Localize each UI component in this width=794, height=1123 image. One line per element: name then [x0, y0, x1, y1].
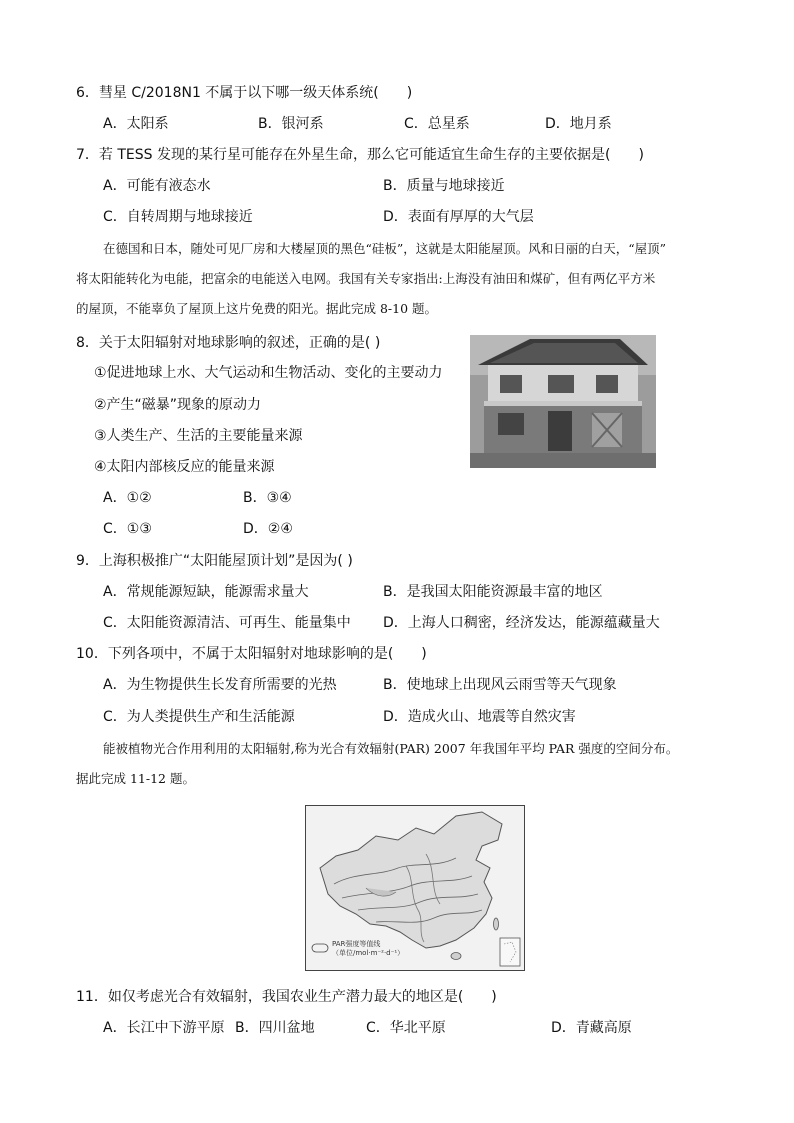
- question-8-stem: 8．关于太阳辐射对地球影响的叙述，正确的是( ): [76, 335, 381, 351]
- q9-option-d: D．上海人口稠密，经济发达，能源蕴藏量大: [383, 615, 660, 631]
- q10-option-c: C．为人类提供生产和生活能源: [103, 709, 295, 725]
- q6-option-b: B．银河系: [258, 116, 324, 132]
- q8-option-c: C．①③: [103, 521, 152, 537]
- q9-option-b: B．是我国太阳能资源最丰富的地区: [383, 584, 603, 600]
- china-par-isoline-map: [305, 805, 525, 971]
- q9-option-a: A．常规能源短缺，能源需求量大: [103, 584, 309, 600]
- passage-2-line-1: 能被植物光合作用利用的太阳辐射,称为光合有效辐射(PAR) 2007 年我国年平均 PAR 强度的空间分布。: [103, 741, 679, 756]
- q6-option-d: D．地月系: [545, 116, 612, 132]
- q11-option-c: C．华北平原: [366, 1020, 446, 1036]
- q7-option-b: B．质量与地球接近: [383, 178, 505, 194]
- q11-option-d: D．青藏高原: [551, 1020, 632, 1036]
- q10-option-d: D．造成火山、地震等自然灾害: [383, 709, 576, 725]
- q7-option-d: D．表面有厚厚的大气层: [383, 209, 534, 225]
- q10-option-a: A．为生物提供生长发育所需要的光热: [103, 677, 337, 693]
- map-legend-unit: （单位/mol·m⁻²·d⁻¹）: [332, 949, 405, 957]
- question-11-stem: 11．如仅考虑光合有效辐射，我国农业生产潜力最大的地区是( ): [76, 989, 497, 1005]
- q11-option-b: B．四川盆地: [235, 1020, 315, 1036]
- q8-statement-1: ①促进地球上水、大气运动和生物活动、变化的主要动力: [94, 365, 443, 381]
- passage-2-line-2: 据此完成 11-12 题。: [76, 771, 195, 786]
- map-legend-title: PAR强度等值线: [332, 940, 381, 948]
- q8-statement-2: ②产生“磁暴”现象的原动力: [94, 397, 262, 413]
- solar-roof-house-photo: [470, 335, 656, 468]
- q8-statement-4: ④太阳内部核反应的能量来源: [94, 459, 275, 475]
- question-6-stem: 6．彗星 C/2018N1 不属于以下哪一级天体系统( ): [76, 85, 413, 101]
- q11-option-a: A．长江中下游平原: [103, 1020, 225, 1036]
- q8-option-a: A．①②: [103, 490, 152, 506]
- q6-option-c: C．总星系: [404, 116, 470, 132]
- q8-statement-3: ③人类生产、生活的主要能量来源: [94, 428, 303, 444]
- passage-1-line-3: 的屋顶，不能辜负了屋顶上这片免费的阳光。据此完成 8-10 题。: [76, 301, 438, 316]
- question-9-stem: 9．上海积极推广“太阳能屋顶计划”是因为( ): [76, 553, 353, 569]
- question-10-stem: 10．下列各项中，不属于太阳辐射对地球影响的是( ): [76, 646, 427, 662]
- passage-1-line-1: 在德国和日本，随处可见厂房和大楼屋顶的黑色“硅板”，这就是太阳能屋顶。风和日丽的白天，“屋顶”: [103, 241, 667, 256]
- q8-option-b: B．③④: [243, 490, 292, 506]
- q6-option-a: A．太阳系: [103, 116, 169, 132]
- q8-option-d: D．②④: [243, 521, 293, 537]
- q7-option-a: A．可能有液态水: [103, 178, 211, 194]
- passage-1-line-2: 将太阳能转化为电能，把富余的电能送入电网。我国有关专家指出:上海没有油田和煤矿，但有两亿平方米: [76, 271, 656, 286]
- q10-option-b: B．使地球上出现风云雨雪等天气现象: [383, 677, 617, 693]
- question-7-stem: 7．若 TESS 发现的某行星可能存在外星生命，那么它可能适宜生命生存的主要依据是( ): [76, 147, 644, 163]
- q9-option-c: C．太阳能资源清洁、可再生、能量集中: [103, 615, 351, 631]
- q7-option-c: C．自转周期与地球接近: [103, 209, 253, 225]
